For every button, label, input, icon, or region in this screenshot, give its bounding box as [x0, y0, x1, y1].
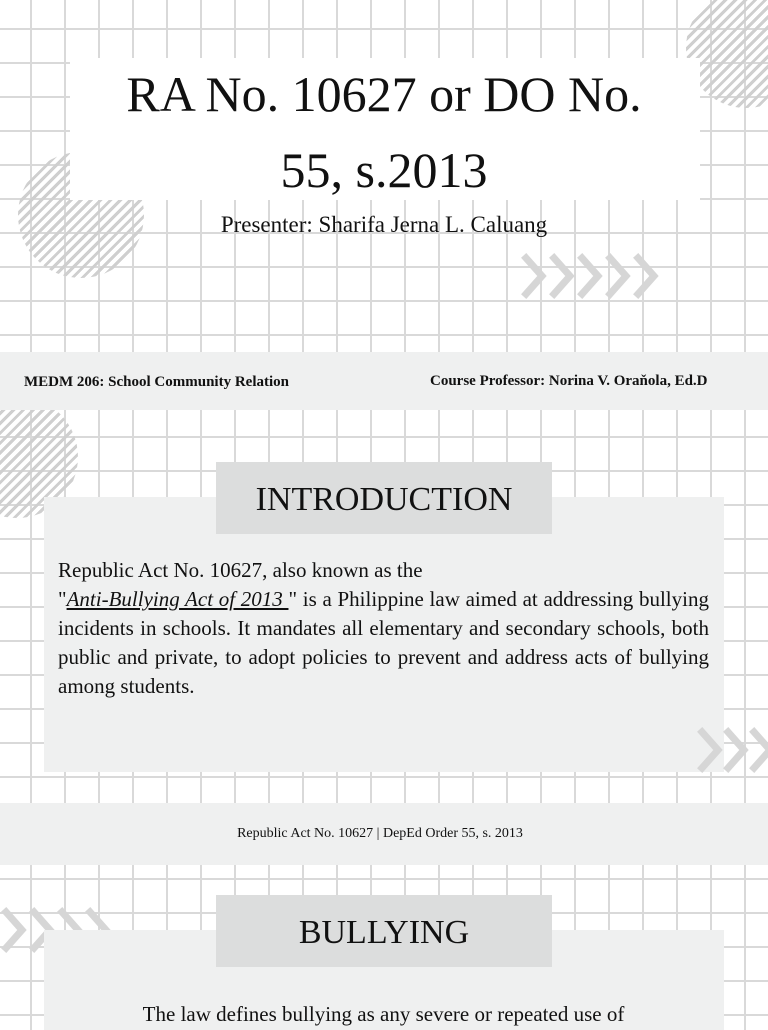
bullying-heading: BULLYING: [216, 895, 552, 967]
act-name: Anti-Bullying Act of 2013: [66, 587, 289, 611]
slide-title-line2: 55, s.2013: [280, 142, 488, 198]
slide-title-line1: RA No. 10627 or DO No.: [126, 66, 642, 122]
course-name: MEDM 206: School Community Relation: [24, 374, 289, 390]
introduction-text: [58, 556, 709, 701]
introduction-rest: is a Philippine law aimed at addressing bullying incidents in schools. It mandates all elementary and secondary schools, both public and private, to adopt policies to prevent and address acts of bullying among students.: [58, 587, 709, 698]
chevron-arrows-icon: [694, 724, 768, 776]
quote-open: ": [58, 587, 67, 611]
course-professor: Course Professor: Norina V. Oraňola, Ed.D: [430, 373, 708, 389]
introduction-body: [58, 585, 709, 701]
chevron-arrows-icon: [518, 250, 668, 302]
quote-close: ": [288, 587, 298, 611]
bullying-text: The law defines bullying as any severe or repeated use of: [142, 1002, 625, 1026]
introduction-line1: Republic Act No. 10627, also known as the: [58, 558, 423, 582]
presenter-name: Presenter: Sharifa Jerna L. Caluang: [220, 212, 548, 237]
slide-title: [60, 62, 708, 202]
introduction-heading: INTRODUCTION: [216, 462, 552, 534]
footer-text: Republic Act No. 10627 | DepEd Order 55, s. 2013: [237, 826, 523, 841]
